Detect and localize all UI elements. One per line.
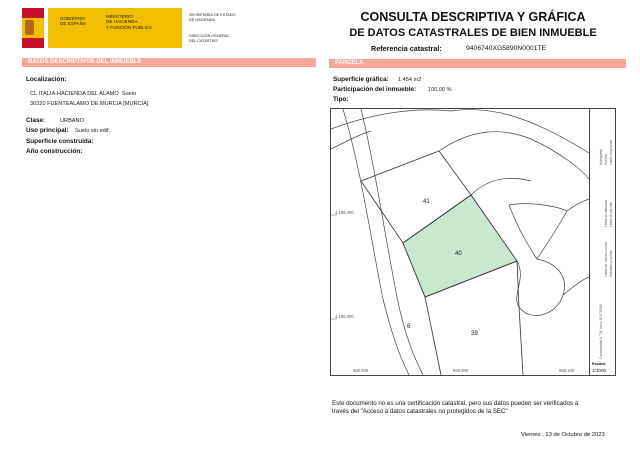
document-title-line2: DE DATOS CATASTRALES DE BIEN INMUEBLE <box>349 27 597 39</box>
escala-label: Escala: <box>592 361 607 366</box>
disclaimer: Este documento no es una certificación catastral, pero sus datos pueden ser verificados a través del "Acceso a datos catastrales no protegidos de la SEC" <box>332 400 579 416</box>
parcel-label-39: 39 <box>471 331 478 337</box>
legend-item: Límite de parcela <box>609 202 613 227</box>
uso-principal-value: Suelo sin edif. <box>75 128 111 134</box>
escala-value: 1/1000 <box>592 368 607 373</box>
document-title-line1: CONSULTA DESCRIPTIVA Y GRÁFICA <box>360 10 586 24</box>
map-legend <box>590 108 616 376</box>
superficie-grafica-value: 1.454 m2 <box>398 77 422 83</box>
legend-item: Límite zona verde <box>609 139 613 165</box>
parcel-label-40: 40 <box>455 251 462 257</box>
document-date: Viernes , 13 de Octubre de 2023 <box>521 432 605 438</box>
legend-item: Límite de manzana <box>604 199 608 227</box>
legend-item: Límite de construcciones <box>604 241 608 277</box>
tipo-label: Tipo: <box>333 96 349 103</box>
spain-coat-of-arms <box>22 8 44 48</box>
address-line2: 30320 FUENTEALAMO DE MURCIA [MURCIA] <box>30 101 149 107</box>
legend-item: Mobiliario y aceras <box>609 250 613 277</box>
coord-left-bottom: 4.186.300 <box>335 314 354 319</box>
coord-left-top: 4.186.400 <box>335 210 354 215</box>
gobierno-label: GOBIERNO DE ESPAÑA <box>60 16 86 27</box>
legend-item: Parcela <box>604 154 608 165</box>
address-line1: CL ITALIA-HACIENDA DEL ALAMO Suelo <box>30 91 137 97</box>
legend-item: Coordenadas U.T.M. Huso 30 ETRS89 <box>599 304 603 359</box>
legend-item: Hidrografía <box>599 149 603 165</box>
superficie-grafica-label: Superficie gráfica: <box>333 76 389 83</box>
coord-bottom-3: 658.100 <box>559 368 575 373</box>
cadastral-map <box>330 108 590 376</box>
coord-bottom-2: 658.000 <box>453 368 469 373</box>
uso-principal-label: Uso principal: <box>26 127 69 134</box>
participacion-value: 100,00 % <box>428 87 452 93</box>
highlighted-parcel <box>403 195 517 297</box>
clase-label: Clase: <box>26 117 46 124</box>
ref-catastral-label: Referencia catastral: <box>371 44 442 53</box>
ref-catastral-value: 9406740XG5890N0001TE <box>466 45 547 52</box>
ministerio-label: MINISTERIO DE HACIENDA Y FUNCIÓN PÚBLICA <box>106 14 153 30</box>
parcel-label-6: 6 <box>407 324 411 330</box>
direccion-label: DIRECCIÓN GENERAL DEL CATASTRO <box>189 34 230 43</box>
secretaria-label: SECRETARÍA DE ESTADO DE HACIENDA <box>189 13 236 22</box>
parcel-label-41: 41 <box>423 199 430 205</box>
participacion-label: Participación del inmueble: <box>333 86 417 93</box>
localizacion-label: Localización: <box>26 76 67 83</box>
section-bar-parcela: PARCELA <box>329 59 626 68</box>
cadastral-map-drawing <box>331 109 589 375</box>
coord-bottom-1: 658.000 <box>353 368 369 373</box>
clase-value: URBANO <box>60 118 84 124</box>
section-bar-datos: DATOS DESCRIPTIVOS DEL INMUEBLE <box>22 58 316 67</box>
superficie-construida-label: Superficie construida: <box>26 138 94 145</box>
anio-construccion-label: Año construcción: <box>26 148 83 155</box>
